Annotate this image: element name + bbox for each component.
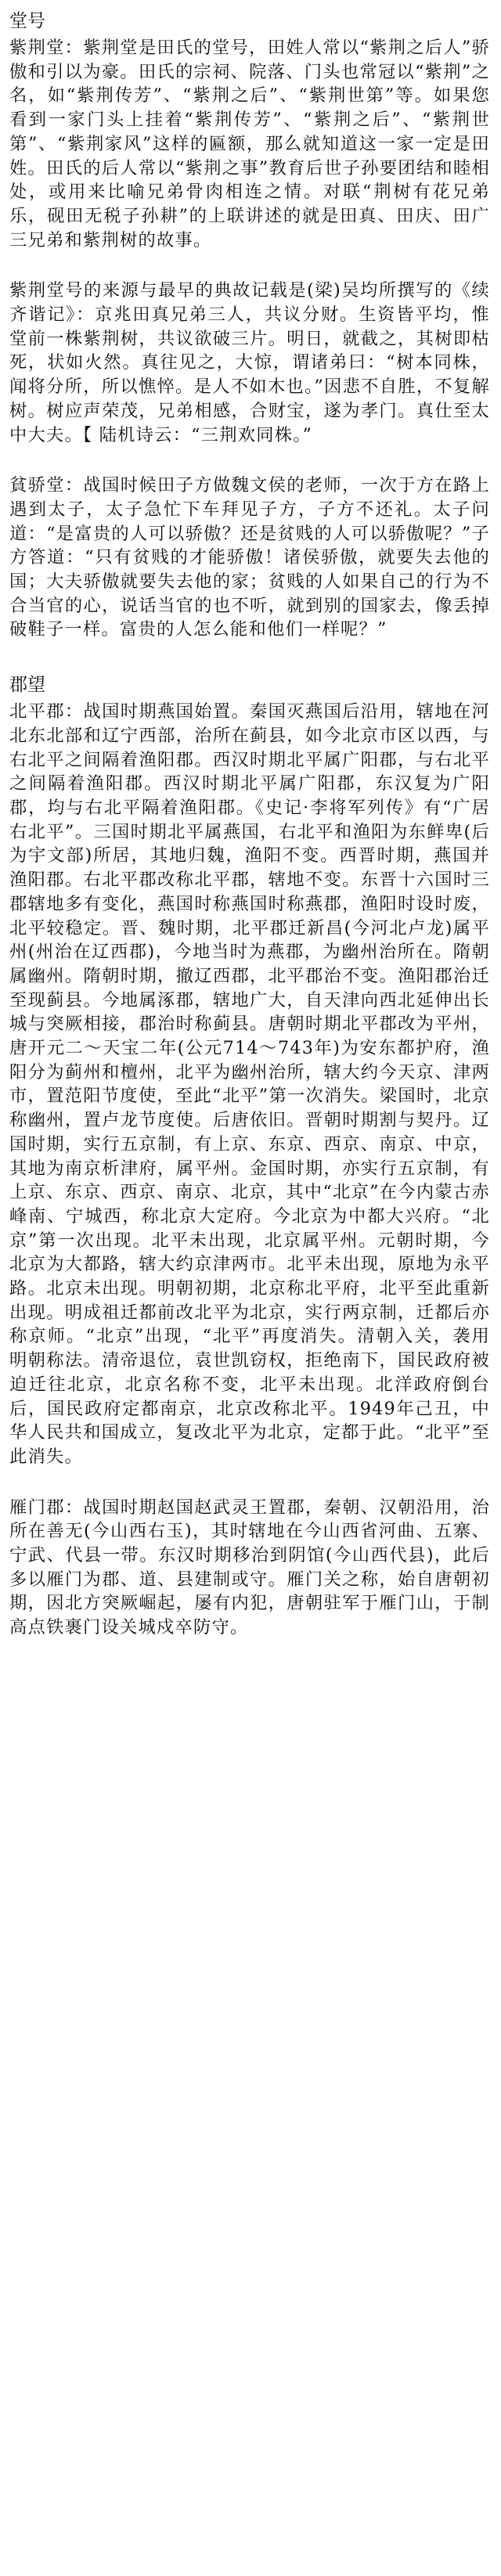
- paragraph-beiping-jun: 北平郡：战国时期燕国始置。秦国灭燕国后沿用，辖地在河北东北部和辽宁西部，治所在蓟县，如今北京市区以西，与右北平之间隔着渔阳郡。西汉时期北平属广阳郡，与右北平之间隔着渔阳郡。西汉时期北平属广阳郡，东汉复为广阳郡，均与右北平隔着渔阳郡。《史记·李将军列传》有“广居右北平”。三国时期北平属燕国，右北平和渔阳为东鲜卑(后为宇文部)所居，其地归魏，渔阳不变。西晋时期，燕国并渔阳郡。右北平郡改称北平郡，辖地不变。东晋十六国时三郡辖地多有变化，燕国时称燕国时称燕郡，渔阳时设时废，北平较稳定。晋、魏时期，北平郡迁新昌(今河北卢龙)属平州(州治在辽西郡)，今地当时为燕郡，为幽州治所在。隋朝属幽州。隋朝时期，撤辽西郡，北平郡治不变。渔阳郡治迁至现蓟县。今地属涿郡，辖地广大，自天津向西北延伸出长城与突厥相接，郡治时称蓟县。唐朝时期北平郡改为平州，唐开元二～天宝二年(公元714～743年)为安东都护府，渔阳分为蓟州和檀州，北平为幽州治所，辖大约今天京、津两市，置范阳节度使，至此“北平”第一次消失。梁国时，北京称幽州，置卢龙节度使。后唐依旧。晋朝时期割与契丹。辽国时期，实行五京制，有上京、东京、西京、南京、中京，其地为南京析津府，属平州。金国时期，亦实行五京制，有上京、东京、西京、南京、北京，其中“北京”在今内蒙古赤峰南、宁城西，称北京大定府。今北京为中都大兴府。“北京”第一次出现。北平未出现，北京属平州。元朝时期，今北京为大都路，辖大约京津两市。北平未出现，原地为永平路。北京未出现。明朝初期，北京称北平府，北平至此重新出现。明成祖迁都前改北平为北京，实行两京制，迁都后亦称京师。“北京”出现，“北平”再度消失。清朝入关，袭用明朝称法。清帝退位，袁世凯窃权，拒绝南下，国民政府被迫迁往北京，北京名称不变，北平未出现。北洋政府倒台后，国民政府定都南京，北京改称北平。1949年己丑，中华人民共和国成立，复改北平为北京，定都于此。“北平”至此消失。: [9, 701, 490, 1467]
- section-heading-tanghao: 堂号: [9, 11, 45, 31]
- paragraph-gap: [9, 642, 490, 668]
- paragraph-yanmen-jun: 雁门郡：战国时期赵国赵武灵王置郡，秦朝、汉朝沿用，治所在善无(今山西右玉)，其时辖地在今山西省河曲、五寨、宁武、代县一带。东汉时期移治到阴馆(今山西代县)，此后多以雁门为郡、道、县建制或守。雁门关之称，始自唐朝初期，因北方突厥崛起，屡有内犯，唐朝驻军于雁门山，于制高点铁裹门设关城戍卒防守。: [9, 1497, 490, 1638]
- paragraph-gap: [9, 252, 490, 279]
- paragraph-zijing-origin: 紫荆堂号的来源与最早的典故记载是(梁)吴均所撰写的《续齐谐记》：京兆田真兄弟三人，共议分财。生资皆平均，惟堂前一株紫荆树，共议欲破三片。明日，就截之，其树即枯死，状如火然。真往见之，大惊，谓诸弟曰：“树本同株，闻将分所，所以憔悴。是人不如木也。”因悲不自胜，不复解树。树应声荣茂，兄弟相感，合财宝，遂为孝门。真仕至太中大夫。【 陆机诗云：“三荆欢同株。”: [9, 280, 490, 445]
- paragraph-pinjiao-tang: 貧骄堂：战国时候田子方做魏文侯的老师，一次于方在路上遇到太子，太子急忙下车拜见子方，子方不还礼。太子问道：“是富贵的人可以骄傲？还是贫贱的人可以骄傲呢？”子方答道：“只有贫贱的才能骄傲！诸侯骄傲，就要失去他的国；大夫骄傲就要失去他的家；贫贱的人如果自己的行为不合当官的心，说话当官的也不听，就到别的国家去，像丢掉破鞋子一样。富贵的人怎么能和他们一样呢？”: [9, 475, 490, 640]
- paragraph-gap: [9, 1469, 490, 1496]
- section-heading-junwang: 郡望: [9, 675, 45, 696]
- paragraph-gap: [9, 447, 490, 474]
- paragraph-zijing-tang: 紫荆堂：紫荆堂是田氏的堂号，田姓人常以“紫荆之后人”骄傲和引以为豪。田氏的宗祠、院落、门头也常冠以“紫荆”之名，如“紫荆传芳”、“紫荆之后”、“紫荆世第”等。如果您看到一家门头上挂着“紫荆传芳”、“紫荆之后”、“紫荆世第”、“紫荆家风”这样的匾额，那么就知道这一家一定是田姓。田氏的后人常以“紫荆之事”教育后世子孙要团结和睦相处，或用来比喻兄弟骨肉相连之情。对联“荆树有花兄弟乐，砚田无税子孙耕”的上联讲述的就是田真、田庆、田广三兄弟和紫荆树的故事。: [9, 38, 490, 250]
